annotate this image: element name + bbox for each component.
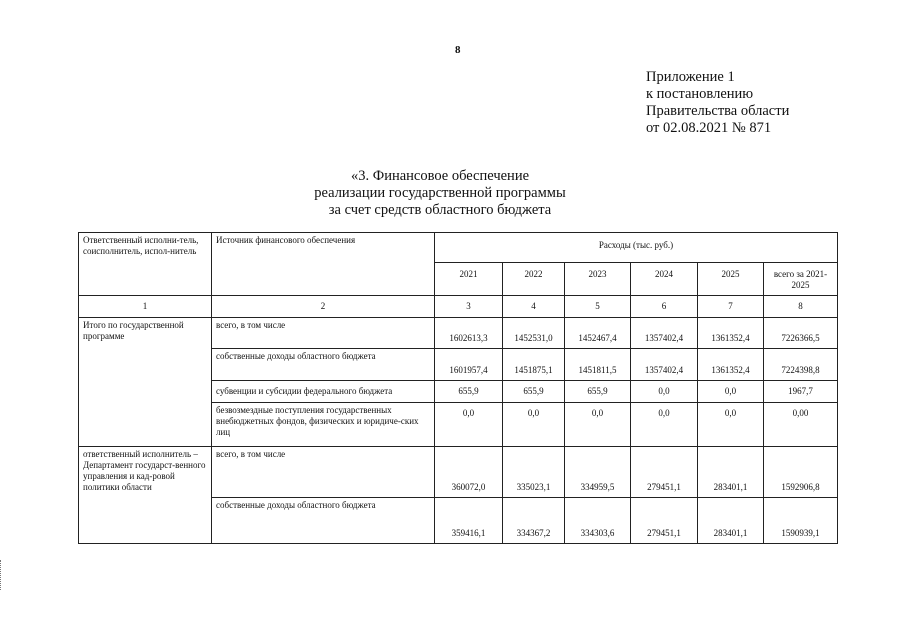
value-cell: 0,0 xyxy=(631,403,698,447)
source-cell: безвозмездные поступления государственных внебюджетных фондов, физических и юридиче-ских лиц xyxy=(212,403,435,447)
group-name: Итого по государственной программе xyxy=(79,318,212,447)
source-cell: собственные доходы областного бюджета xyxy=(212,498,435,544)
column-number: 8 xyxy=(764,296,838,318)
source-cell: собственные доходы областного бюджета xyxy=(212,349,435,381)
value-cell: 283401,1 xyxy=(698,498,764,544)
page-number: 8 xyxy=(455,44,461,56)
value-cell: 1967,7 xyxy=(764,381,838,403)
value-cell: 360072,0 xyxy=(435,447,503,498)
value-cell: 1601957,4 xyxy=(435,349,503,381)
table-row xyxy=(79,447,838,498)
scan-edge-marks xyxy=(0,560,6,590)
table-row xyxy=(79,318,838,349)
appendix-line: Приложение 1 xyxy=(646,69,735,85)
header-year: 2024 xyxy=(631,263,698,296)
column-number: 5 xyxy=(565,296,631,318)
header-year: 2023 xyxy=(565,263,631,296)
source-cell: всего, в том числе xyxy=(212,318,435,349)
value-cell: 1590939,1 xyxy=(764,498,838,544)
column-number: 2 xyxy=(212,296,435,318)
value-cell: 655,9 xyxy=(565,381,631,403)
value-cell: 0,0 xyxy=(698,403,764,447)
column-number: 3 xyxy=(435,296,503,318)
value-cell: 283401,1 xyxy=(698,447,764,498)
column-number: 6 xyxy=(631,296,698,318)
value-cell: 279451,1 xyxy=(631,498,698,544)
value-cell: 1451875,1 xyxy=(503,349,565,381)
header-year: 2025 xyxy=(698,263,764,296)
value-cell: 279451,1 xyxy=(631,447,698,498)
value-cell: 0,0 xyxy=(503,403,565,447)
value-cell: 0,00 xyxy=(764,403,838,447)
value-cell: 1602613,3 xyxy=(435,318,503,349)
appendix-block xyxy=(646,69,789,137)
header-year-total: всего за 2021-2025 xyxy=(764,263,838,296)
header-source: Источник финансового обеспечения xyxy=(212,233,435,296)
header-expenses: Расходы (тыс. руб.) xyxy=(435,233,838,263)
value-cell: 0,0 xyxy=(565,403,631,447)
value-cell: 334367,2 xyxy=(503,498,565,544)
source-cell: всего, в том числе xyxy=(212,447,435,498)
header-year: 2022 xyxy=(503,263,565,296)
value-cell: 1361352,4 xyxy=(698,349,764,381)
source-cell: субвенции и субсидии федерального бюджета xyxy=(212,381,435,403)
column-number: 7 xyxy=(698,296,764,318)
title-line: реализации государственной программы xyxy=(314,185,566,201)
header-year: 2021 xyxy=(435,263,503,296)
finance-table xyxy=(78,232,838,544)
value-cell: 655,9 xyxy=(503,381,565,403)
value-cell: 0,0 xyxy=(435,403,503,447)
group-name: ответственный исполнитель – Департамент государст-венного управления и кад-ровой политики области xyxy=(79,447,212,544)
value-cell: 1357402,4 xyxy=(631,318,698,349)
header-responsible: Ответственный исполни-тель, соисполнитель, испол-нитель xyxy=(79,233,212,296)
value-cell: 655,9 xyxy=(435,381,503,403)
value-cell: 1357402,4 xyxy=(631,349,698,381)
value-cell: 1361352,4 xyxy=(698,318,764,349)
value-cell: 1452467,4 xyxy=(565,318,631,349)
appendix-line: Правительства области xyxy=(646,103,790,119)
value-cell: 334959,5 xyxy=(565,447,631,498)
document-title xyxy=(300,168,580,219)
appendix-line: от 02.08.2021 № 871 xyxy=(646,120,772,136)
title-line: «3. Финансовое обеспечение xyxy=(350,168,530,184)
value-cell: 0,0 xyxy=(631,381,698,403)
value-cell: 334303,6 xyxy=(565,498,631,544)
value-cell: 335023,1 xyxy=(503,447,565,498)
value-cell: 1592906,8 xyxy=(764,447,838,498)
value-cell: 0,0 xyxy=(698,381,764,403)
value-cell: 7224398,8 xyxy=(764,349,838,381)
column-number: 4 xyxy=(503,296,565,318)
value-cell: 7226366,5 xyxy=(764,318,838,349)
value-cell: 1452531,0 xyxy=(503,318,565,349)
value-cell: 1451811,5 xyxy=(565,349,631,381)
column-number: 1 xyxy=(79,296,212,318)
value-cell: 359416,1 xyxy=(435,498,503,544)
appendix-line: к постановлению xyxy=(646,86,754,102)
title-line: за счет средств областного бюджета xyxy=(328,202,552,218)
